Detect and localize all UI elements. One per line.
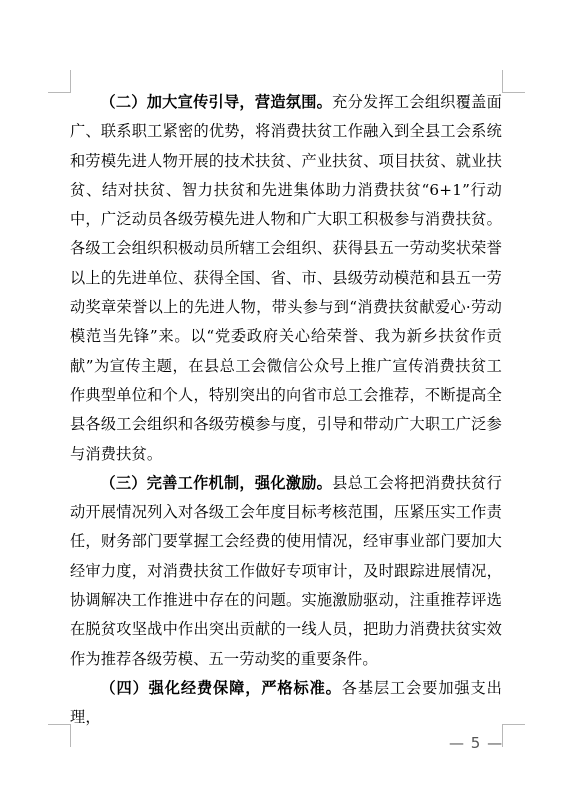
paragraph-text: 县总工会将把消费扶贫行动开展情况列入对各级工会年度目标考核范围，压紧压实工作责任，财务部门要掌握工会经费的使用情况，经审事业部门要加大经审力度，对消费扶贫工作做好专项审计，及时跟踪进展情况，协调解决工作推进中存在的问题。实施激励驱动，注重推荐评选在脱贫攻坚战中作出突出贡献的一线人员，把助力消费扶贫实效作为推荐各级劳模、五一劳动奖的重要条件。 — [70, 473, 502, 668]
paragraph-4 — [70, 674, 502, 733]
paragraph-2 — [70, 88, 502, 469]
crop-mark-top-left — [48, 70, 71, 93]
crop-mark-bottom-right — [502, 724, 525, 747]
paragraph-text: 充分发挥工会组织覆盖面广、联系职工紧密的优势，将消费扶贫工作融入到全县工会系统和劳模先进人物开展的技术扶贫、产业扶贫、项目扶贫、就业扶贫、结对扶贫、智力扶贫和先进集体助力消费扶贫“6+1”行动中，广泛动员各级劳模先进人物和广大职工积极参与消费扶贫。各级工会组织积极动员所辖工会组织、获得县五一劳动奖状荣誉以上的先进单位、获得全国、省、市、县级劳动模范和县五一劳动奖章荣誉以上的先进人物，带头参与到“消费扶贫献爱心·劳动模范当先锋”来。以“党委政府关心给荣誉、我为新乡扶贫作贡献”为宣传主题，在县总工会微信公众号上推广宣传消费扶贫工作典型单位和个人，特别突出的向省市总工会推荐，不断提高全县各级工会组织和各级劳模参与度，引导和带动广大职工广泛参与消费扶贫。 — [70, 93, 502, 463]
paragraph-3 — [70, 469, 502, 674]
paragraph-heading: （三）完善工作机制，强化激励。 — [100, 473, 333, 492]
crop-mark-bottom-left — [48, 724, 71, 747]
paragraph-text: 各基层工会要加强支出理， — [70, 678, 503, 727]
paragraph-heading: （四）强化经费保障，严格标准。 — [100, 678, 342, 697]
document-body — [70, 88, 502, 733]
crop-mark-top-right — [502, 70, 525, 93]
page-number: — 5 — — [449, 734, 504, 752]
paragraph-heading: （二）加大宣传引导，营造氛围。 — [100, 93, 333, 111]
